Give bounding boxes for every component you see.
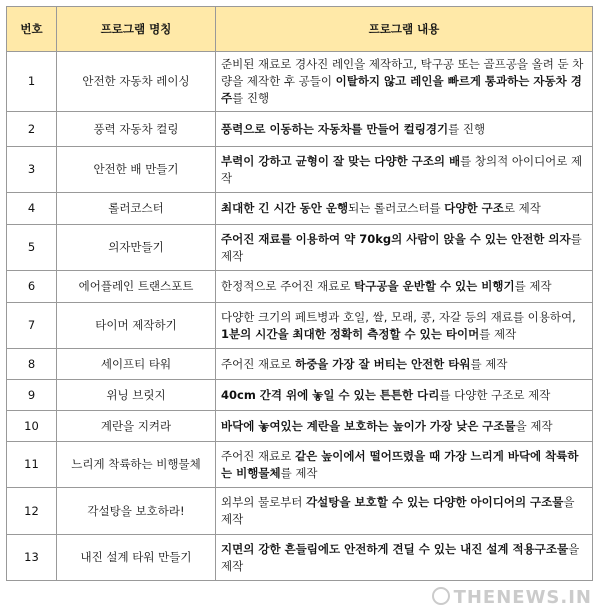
- program-name: 의자만들기: [57, 225, 216, 271]
- program-name: 내진 설계 타워 만들기: [57, 535, 216, 581]
- description-text: 한정적으로 주어진 재료로: [221, 279, 355, 293]
- header-program-name: 프로그램 명칭: [57, 7, 216, 52]
- description-text: 을 제작: [515, 418, 553, 433]
- description-emphasis: 지면의 강한 흔들림에도 안전하게 견딜 수 있는 내진 설계 적용구조물: [221, 541, 569, 556]
- program-name: 타이머 제작하기: [57, 303, 216, 349]
- table-row: [7, 380, 593, 411]
- row-number: 13: [7, 535, 57, 581]
- program-name: 위닝 브릿지: [57, 380, 216, 411]
- program-name: 에어플레인 트랜스포트: [57, 271, 216, 303]
- description-emphasis: 1분의 시간을 최대한 정확히 측정할 수 있는 타이머: [221, 326, 480, 341]
- watermark: [432, 587, 592, 608]
- table-row: [7, 271, 593, 303]
- program-description: [216, 488, 593, 535]
- program-description: [216, 380, 593, 411]
- program-description: [216, 271, 593, 303]
- row-number: 3: [7, 147, 57, 193]
- row-number: 9: [7, 380, 57, 411]
- description-text: 를 제작: [479, 326, 517, 341]
- description-emphasis: 풍력으로 이동하는 자동차를 만들어 컬링경기: [221, 121, 449, 136]
- description-text: 로 제작: [503, 201, 541, 215]
- description-emphasis: 주어진 재료를 이용하여 약 70kg의 사람이 앉을 수 있는 안전한 의자: [221, 231, 571, 246]
- description-text: 를 진행: [232, 91, 270, 105]
- description-text: 를 제작: [221, 231, 582, 263]
- description-text: 주어진 재료로: [221, 448, 295, 463]
- program-description: [216, 52, 593, 112]
- header-program-content: 프로그램 내용: [216, 7, 593, 52]
- table-header-row: [7, 7, 593, 52]
- description-text: 을 제작: [221, 495, 575, 526]
- table-row: [7, 442, 593, 488]
- description-emphasis: 최대한 긴 시간 동안 운행: [221, 201, 349, 215]
- description-text: 를 제작: [514, 279, 552, 293]
- row-number: 6: [7, 271, 57, 303]
- program-table: [6, 6, 593, 581]
- watermark-logo-icon: [432, 587, 450, 605]
- program-name: 세이프티 타워: [57, 349, 216, 380]
- row-number: 8: [7, 349, 57, 380]
- program-description: [216, 112, 593, 147]
- description-text: 를 다양한 구조로 제작: [439, 387, 551, 402]
- description-emphasis: 같은 높이에서 떨어뜨렸을 때 가장 느리게 바닥에 착륙하는 비행물체: [221, 448, 579, 480]
- program-name: 풍력 자동차 컬링: [57, 112, 216, 147]
- table-row: [7, 303, 593, 349]
- description-text: 을 제작: [221, 541, 580, 573]
- description-emphasis: 각설탕을 보호할 수 있는 다양한 아이디어의 구조물: [306, 495, 564, 509]
- table-row: [7, 225, 593, 271]
- description-emphasis: 부력이 강하고 균형이 잘 맞는 다양한 구조의 배: [221, 153, 461, 168]
- program-description: [216, 442, 593, 488]
- program-description: [216, 535, 593, 581]
- description-emphasis: 바닥에 놓여있는 계란을 보호하는 높이가 가장 낮은 구조물: [221, 418, 516, 433]
- table-row: [7, 52, 593, 112]
- description-emphasis: 다양한 구조: [444, 201, 504, 215]
- program-description: [216, 193, 593, 225]
- program-description: [216, 303, 593, 349]
- table-row: [7, 535, 593, 581]
- row-number: 5: [7, 225, 57, 271]
- row-number: 2: [7, 112, 57, 147]
- header-number: 번호: [7, 7, 57, 52]
- table-row: [7, 349, 593, 380]
- row-number: 4: [7, 193, 57, 225]
- program-name: 계란을 지켜라: [57, 411, 216, 442]
- row-number: 12: [7, 488, 57, 535]
- program-name: 느리게 착륙하는 비행물체: [57, 442, 216, 488]
- program-name: 각설탕을 보호하라!: [57, 488, 216, 535]
- program-name: 안전한 자동차 레이싱: [57, 52, 216, 112]
- program-description: [216, 411, 593, 442]
- description-text: 주어진 재료로: [221, 356, 295, 371]
- row-number: 7: [7, 303, 57, 349]
- program-name: 안전한 배 만들기: [57, 147, 216, 193]
- description-emphasis: 이탈하지 않고 레인을 빠르게 통과하는 자동차 경주: [221, 74, 582, 105]
- watermark-text: THENEWS.IN: [453, 587, 592, 608]
- table-row: [7, 112, 593, 147]
- description-text: 외부의 물로부터: [221, 495, 307, 509]
- description-text: 준비된 재료로 경사진 레인을 제작하고, 탁구공 또는 골프공을 올려 둔 차량을 제작한 후 공들이: [221, 57, 584, 88]
- description-text: 되는 롤러코스터를: [348, 201, 445, 215]
- row-number: 11: [7, 442, 57, 488]
- table-row: [7, 411, 593, 442]
- description-emphasis: 탁구공을 운반할 수 있는 비행기: [354, 279, 515, 293]
- description-emphasis: 40cm 간격 위에 놓일 수 있는 튼튼한 다리: [221, 387, 440, 402]
- row-number: 1: [7, 52, 57, 112]
- table-row: [7, 147, 593, 193]
- description-text: 를 창의적 아이디어로 제작: [221, 153, 583, 185]
- table-row: [7, 193, 593, 225]
- program-description: [216, 225, 593, 271]
- table-row: [7, 488, 593, 535]
- description-text: 를 진행: [448, 121, 486, 136]
- description-text: 다양한 크기의 페트병과 호일, 쌀, 모래, 콩, 자갈 등의 재료를 이용하여,: [221, 309, 576, 324]
- description-emphasis: 하중을 가장 잘 버티는 안전한 타워: [294, 356, 471, 371]
- program-description: [216, 147, 593, 193]
- row-number: 10: [7, 411, 57, 442]
- description-text: 를 제작: [280, 465, 318, 480]
- description-text: 를 제작: [470, 356, 508, 371]
- table-body: [7, 52, 593, 581]
- program-name: 롤러코스터: [57, 193, 216, 225]
- program-description: [216, 349, 593, 380]
